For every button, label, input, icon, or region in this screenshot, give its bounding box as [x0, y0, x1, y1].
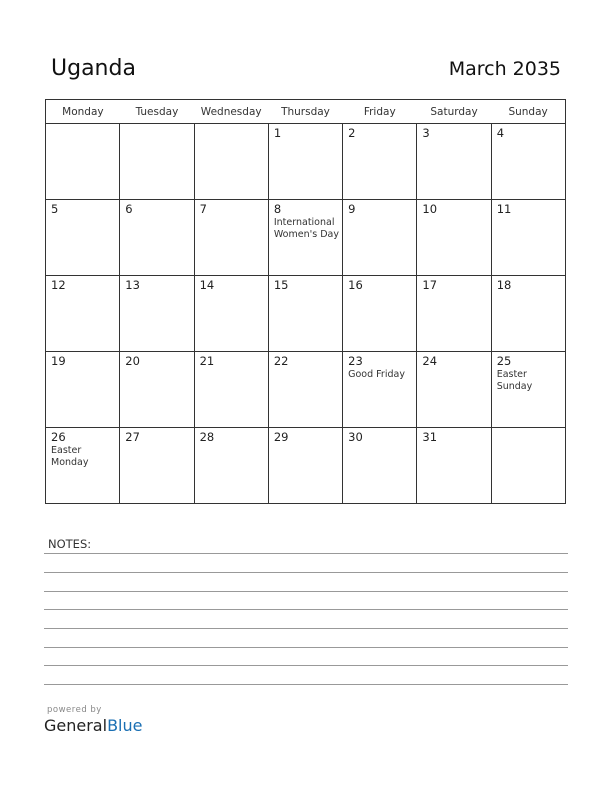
day-cell[interactable] — [343, 124, 417, 200]
notes-line — [44, 553, 568, 554]
day-cell[interactable] — [268, 200, 342, 276]
day-cell[interactable] — [120, 428, 194, 504]
brand-general: General — [44, 716, 108, 735]
notes-line — [44, 665, 568, 666]
day-cell[interactable] — [46, 428, 120, 504]
holiday-label: Good Friday — [348, 369, 405, 380]
notes-line — [44, 684, 568, 685]
day-number: 16 — [348, 278, 363, 292]
weekday-header: Sunday — [491, 100, 565, 124]
country-title: Uganda — [51, 56, 136, 81]
day-cell[interactable] — [120, 352, 194, 428]
day-number: 29 — [273, 430, 289, 444]
weekday-header: Tuesday — [120, 100, 194, 124]
week-row — [46, 428, 566, 504]
day-cell[interactable] — [120, 276, 194, 352]
week-row — [46, 276, 566, 352]
day-cell[interactable] — [491, 352, 565, 428]
weekday-header: Friday — [343, 100, 417, 124]
day-number: 18 — [496, 278, 512, 292]
day-number: 17 — [422, 278, 438, 292]
day-cell[interactable] — [417, 124, 491, 200]
day-cell[interactable] — [268, 352, 342, 428]
day-cell[interactable] — [343, 428, 417, 504]
day-cell[interactable] — [343, 200, 417, 276]
holiday-label: Easter Monday — [51, 445, 89, 468]
holiday-label: International Women's Day — [273, 217, 339, 240]
day-cell[interactable] — [194, 352, 268, 428]
notes-line — [44, 628, 568, 629]
day-cell[interactable] — [343, 276, 417, 352]
day-number: 7 — [199, 202, 207, 216]
powered-by-text: powered by — [47, 705, 102, 715]
notes-label: NOTES: — [48, 537, 92, 551]
day-number: 23 — [348, 354, 363, 368]
weekday-header: Saturday — [417, 100, 491, 124]
day-number: 13 — [125, 278, 140, 292]
day-cell[interactable] — [194, 124, 268, 200]
notes-line — [44, 609, 568, 610]
day-cell[interactable] — [46, 200, 120, 276]
notes-line — [44, 647, 568, 648]
week-row — [46, 124, 566, 200]
day-number: 4 — [496, 126, 505, 140]
day-number: 21 — [199, 354, 215, 368]
day-cell[interactable] — [46, 352, 120, 428]
day-number: 1 — [273, 126, 282, 140]
day-cell[interactable] — [194, 200, 268, 276]
day-cell[interactable] — [268, 428, 342, 504]
day-cell[interactable] — [268, 124, 342, 200]
day-cell[interactable] — [417, 428, 491, 504]
holiday-label: Easter Sunday — [496, 369, 533, 392]
day-cell[interactable] — [46, 124, 120, 200]
day-cell[interactable] — [343, 352, 417, 428]
day-number: 6 — [125, 202, 133, 216]
day-cell[interactable] — [268, 276, 342, 352]
day-number: 2 — [348, 126, 356, 140]
day-number: 28 — [199, 430, 215, 444]
day-number: 11 — [496, 202, 512, 216]
day-cell[interactable] — [491, 124, 565, 200]
notes-line — [44, 572, 568, 573]
day-cell[interactable] — [417, 352, 491, 428]
day-number: 27 — [125, 430, 140, 444]
day-number: 30 — [348, 430, 363, 444]
day-cell[interactable] — [194, 428, 268, 504]
day-cell[interactable] — [120, 124, 194, 200]
day-cell[interactable] — [417, 276, 491, 352]
day-number: 26 — [51, 430, 66, 444]
brand-blue: Blue — [107, 716, 143, 735]
day-number: 10 — [422, 202, 438, 216]
day-number: 14 — [199, 278, 215, 292]
day-number: 19 — [51, 354, 66, 368]
weekday-header: Monday — [46, 100, 120, 124]
day-number: 9 — [348, 202, 356, 216]
day-cell[interactable] — [194, 276, 268, 352]
day-number: 3 — [422, 126, 430, 140]
calendar-grid — [45, 99, 566, 504]
weekday-header: Thursday — [268, 100, 342, 124]
day-number: 24 — [422, 354, 438, 368]
day-cell[interactable] — [491, 200, 565, 276]
day-number: 15 — [273, 278, 289, 292]
day-number: 31 — [422, 430, 438, 444]
day-cell[interactable] — [417, 200, 491, 276]
day-number: 12 — [51, 278, 66, 292]
weekday-header: Wednesday — [194, 100, 268, 124]
day-number: 20 — [125, 354, 140, 368]
day-cell[interactable] — [491, 276, 565, 352]
day-cell[interactable] — [120, 200, 194, 276]
day-number: 22 — [273, 354, 289, 368]
day-number: 8 — [273, 202, 282, 216]
day-number: 5 — [51, 202, 59, 216]
day-cell[interactable] — [491, 428, 565, 504]
weekday-header-row — [46, 100, 566, 124]
notes-line — [44, 591, 568, 592]
generalblue-logo[interactable] — [44, 716, 142, 735]
week-row — [46, 352, 566, 428]
day-cell[interactable] — [46, 276, 120, 352]
month-title: March 2035 — [448, 58, 561, 80]
day-number: 25 — [496, 354, 512, 368]
week-row — [46, 200, 566, 276]
